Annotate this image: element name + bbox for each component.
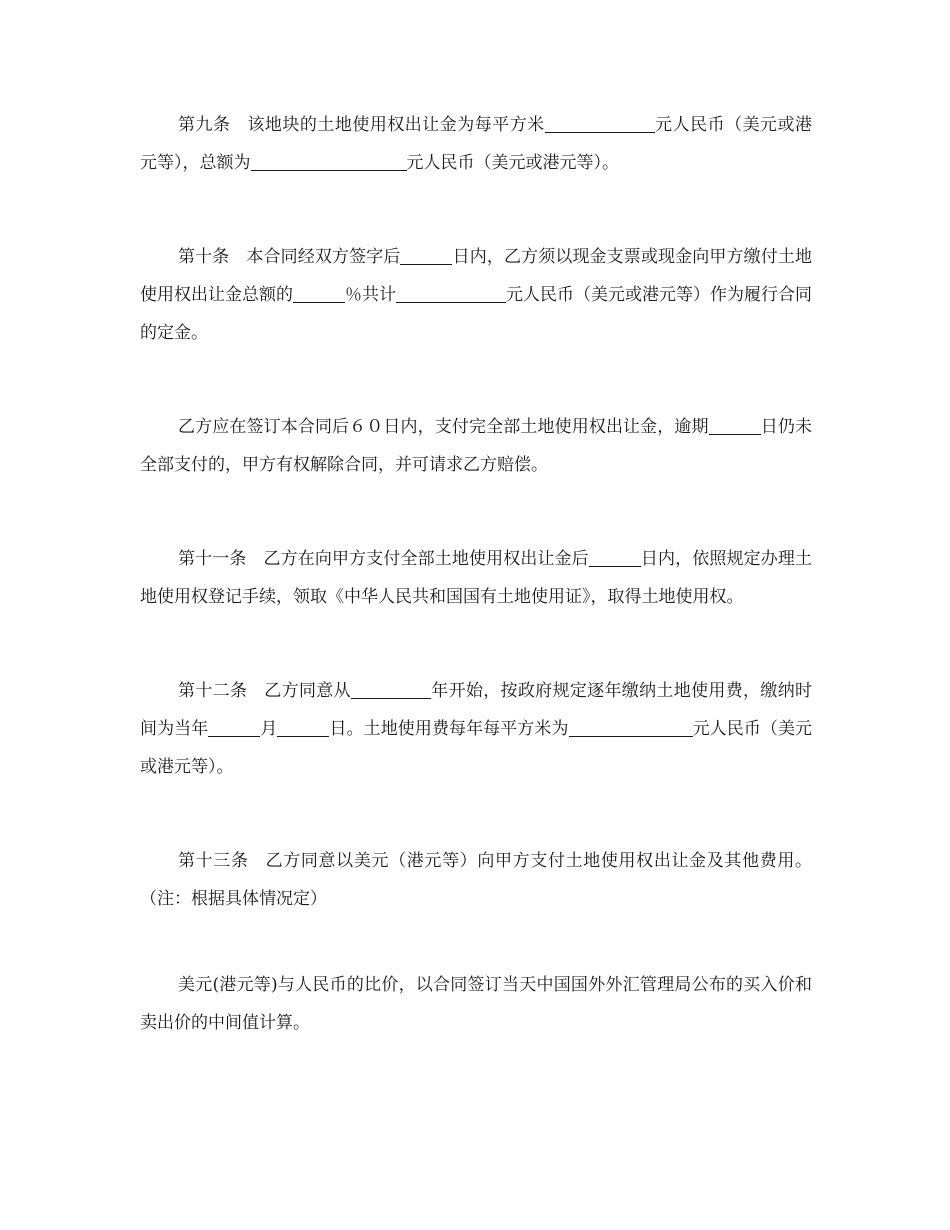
article-9: 第九条 该地块的土地使用权出让金为每平方米 元人民币（美元或港元等），总额为 元人民币（美元或港元等）。 bbox=[140, 106, 812, 182]
article-13: 第十三条 乙方同意以美元（港元等）向甲方支付土地使用权出让金及其他费用。（注：根据具体情况定） bbox=[140, 851, 813, 909]
article-11: 第十一条 乙方在向甲方支付全部土地使用权出让金后 日内，依照规定办理土地使用权登记手续，领取《中华人民共和国国有土地使用证》，取得土地使用权。 bbox=[140, 540, 812, 616]
blank-annual-fee[interactable] bbox=[569, 716, 693, 737]
blank-registration-days[interactable] bbox=[589, 546, 641, 567]
blank-month[interactable] bbox=[208, 716, 260, 737]
article-12: 第十二条 乙方同意从 年开始，按政府规定逐年缴纳土地使用费，缴纳时间为当年 月 日。土地使用费每年每平方米为 元人民币（美元或港元等）。 bbox=[140, 672, 812, 786]
article-10: 第十条 本合同经双方签字后 日内，乙方须以现金支票或现金向甲方缴付土地使用权出让金总额的 ％共计 元人民币（美元或港元等）作为履行合同的定金。 bbox=[140, 238, 812, 352]
blank-days[interactable] bbox=[400, 244, 452, 265]
blank-day[interactable] bbox=[277, 716, 329, 737]
blank-overdue-days[interactable] bbox=[709, 414, 761, 435]
article-number: 第十三条 bbox=[178, 851, 249, 871]
article-number: 第十二条 bbox=[178, 681, 248, 701]
blank-start-year[interactable] bbox=[351, 678, 431, 699]
blank-price-per-sqm[interactable] bbox=[545, 112, 655, 133]
blank-total-amount[interactable] bbox=[251, 150, 407, 171]
article-number: 第十条 bbox=[178, 247, 230, 267]
blank-percent[interactable] bbox=[293, 282, 345, 303]
document-page bbox=[140, 106, 812, 1042]
blank-deposit-amount[interactable] bbox=[396, 282, 506, 303]
article-number: 第十一条 bbox=[178, 549, 247, 569]
article-number: 第九条 bbox=[178, 115, 231, 135]
article-10-payment-term: 乙方应在签订本合同后６０日内，支付完全部土地使用权出让金，逾期 日仍未全部支付的，甲方有权解除合同，并可请求乙方赔偿。 bbox=[140, 408, 812, 484]
article-13-exchange-rate: 美元(港元等)与人民币的比价，以合同签订当天中国国外外汇管理局公布的买入价和卖出价的中间值计算。 bbox=[140, 975, 812, 1033]
